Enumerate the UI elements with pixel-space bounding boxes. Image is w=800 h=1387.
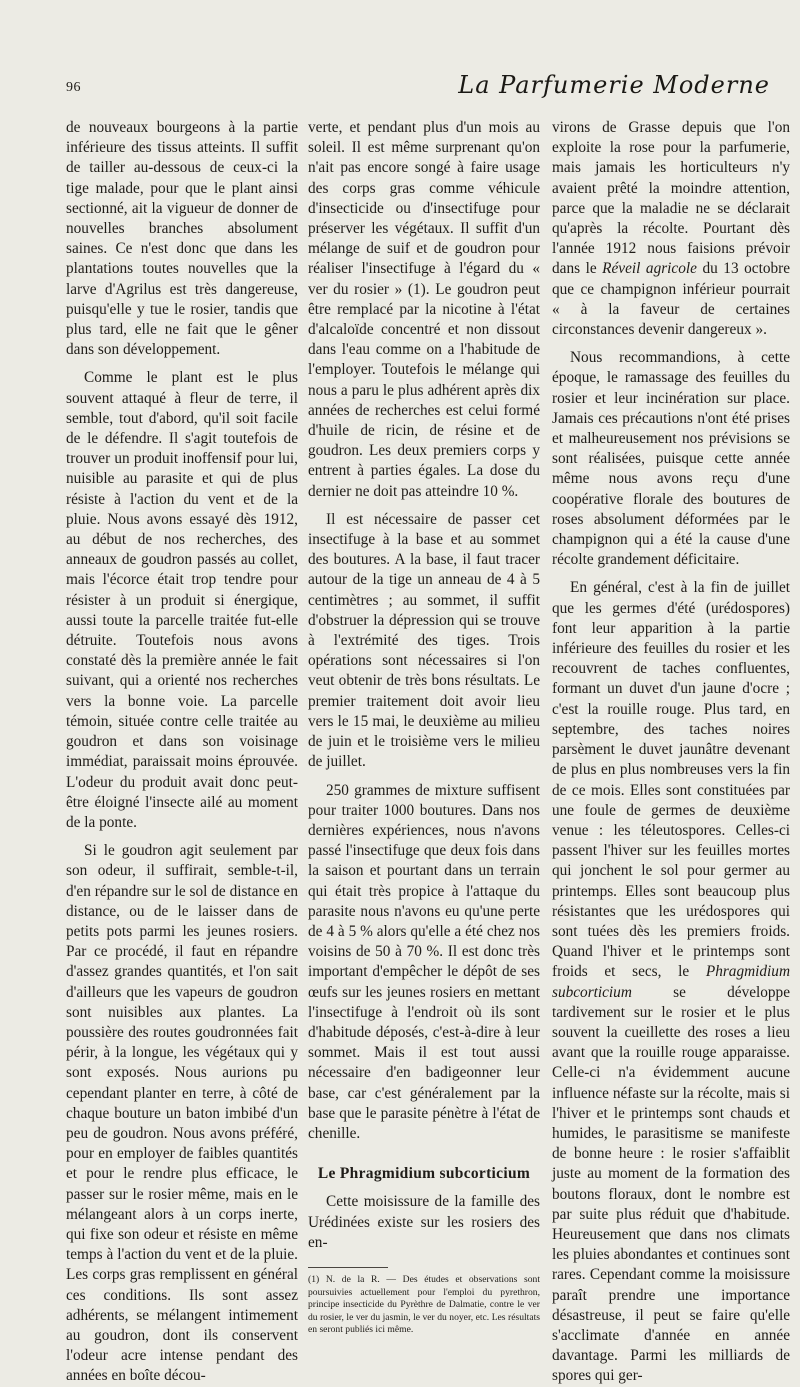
species-name: Phragmidium subcorticium (552, 963, 790, 1001)
paragraph: Nous recommandions, à cette époque, le ramassage des feuilles du rosier et leur incinération sur place. Jamais ces précautions n'ont été prises et malheureusement nos prévisions se sont réalisées, puisque cette année même nous avons reçu d'une coopérative florale des boutures de roses absolument déformées par le champignon qui a été la cause d'une récolte grandement déficitaire. (552, 349, 790, 569)
paragraph: Si le goudron agit seulement par son odeur, il suffirait, semble-t-il, d'en répandre sur le sol de distance en distance, ou de le laisser dans de petits pots parmi les jeunes rosiers. Par ce procédé, il faut en répandre d'assez grandes quantités, et l'on sait d'ailleurs que les vapeurs de goudron sont nuisibles aux plantes. La poussière des routes goudronnées fait périr, à la longue, les végétaux qui y sont exposés. Nous aurions pu cependant planter en terre, à côté de chaque bouture un baton imbibé d'un peu de goudron. Nous avons préféré, pour en employer de faibles quantités et pour le rendre plus efficace, le passer sur le rosier même, mais en le mélangeant alors à un corps inerte, qui fixe son odeur et résiste en même temps à l'action du vent et de la pluie. Les corps gras remplissent en général ces conditions. Ils sont assez adhérents, se mélangent intimement au goudron, dont ils conservent l'odeur acre intense pendant des années en boîte décou- (66, 842, 298, 1385)
paragraph: Il est nécessaire de passer cet insectifuge à la base et au sommet des boutures. A la base, il faut tracer autour de la tige un anneau de 4 à 5 centimètres ; au sommet, il suffit d'obstruer la dépression qui se trouve à l'extrémité des tiges. Trois opérations sont nécessaires si l'on veut obtenir de très bons résultats. Le premier traitement doit avoir lieu vers le 15 mai, le deuxième au milieu de juin et le troisième vers le milieu de juillet. (308, 510, 540, 771)
paragraph: Comme le plant est le plus souvent attaqué à fleur de terre, il semble, tout d'abord, qu'il soit facile de le défendre. Il s'agit toutefois de trouver un produit inoffensif pour lui, nuisible au parasite et qui de plus résiste à l'action du vent et de la pluie. Nous avons essayé dès 1912, au début de nos recherches, des anneaux de goudron passés au collet, mais l'écorce était trop tendre pour résister à un produit si énergique, aussi toute la parcelle traitée fut-elle détruite. Toutefois nous avons constaté dès la première année le fait suivant, qui a orienté nos recherches vers la bonne voie. La parcelle témoin, située contre celle traitée au goudron et dans son voisinage immédiat, paraissait moins éprouvée. L'odeur du produit avait donc peut-être éloigné l'insecte ailé au moment de la ponte. (66, 369, 298, 831)
paragraph-text: virons de Grasse depuis que l'on exploite la rose pour la parfumerie, mais jamais les horticulteurs n'y avaient prêté la moindre attention, parce que la maladie ne se déclarait qu'après la récolte. Pourtant dès l'année 1912 nous faisions prévoir dans le (552, 119, 790, 278)
paragraph: 250 grammes de mixture suffisent pour traiter 1000 boutures. Dans nos dernières expériences, nous n'avons passé l'insectifuge que deux fois dans la saison et pourtant dans un terrain qui était très propice à l'attaque du parasite nous n'avons eu qu'une perte de 4 à 5 % alors qu'elle a été chez nos voisins de 50 à 70 %. Il est donc très important d'empêcher le dépôt de ses œufs sur les jeunes rosiers en mettant l'insectifuge à l'endroit où ils sont d'habitude déposés, c'est-à-dire à leur sommet. Mais il est tout aussi nécessaire d'en badigeonner leur base, car c'est généralement par la base que le parasite pénètre à l'état de chenille. (308, 781, 540, 1142)
paragraph-text: se développe tardivement sur le rosier et le plus souvent la cueillette des roses a lieu avant que la rouille rouge apparaisse. Celle-ci n'a évidemment aucune influence néfaste sur la récolte, mais si l'hiver et le printemps sont chauds et humides, le parasitisme se manifeste de bonne heure : le rosier s'affaiblit juste au moment de la formation des boutons floraux, dont le nombre est par suite plus réduit que d'habitude. Heureusement que dans nos climats les pluies abondantes et continues sont rares. Cependant comme la moisissure paraît prendre une importance désastreuse, il peut se faire qu'elle s'acclimate d'année en année davantage. Parmi les milliards de spores qui ger- (552, 983, 790, 1385)
page-number: 96 (66, 80, 81, 95)
text-column-2 (308, 118, 540, 1337)
paragraph-text: du 13 octobre que ce champignon inférieur pourrait « à la faveur de certaines circonstances devenir dangereux ». (552, 260, 790, 339)
journal-masthead: La Parfumerie Moderne (458, 71, 770, 99)
paragraph (552, 118, 790, 340)
paragraph (552, 578, 790, 1386)
paragraph-text: En général, c'est à la fin de juillet que les germes d'été (urédospores) font leur apparition à la partie inférieure des feuilles du rosier et les recouvrent de taches confluentes, formant un duvet d'un jaune d'ocre ; c'est la rouille rouge. Plus tard, en septembre, des taches noires parsèment le duvet jaunâtre devenant de plus en plus nombreuses vers la fin de ce mois. Elles sont constituées par une foule de germes de deuxième venue : les téleutospores. Celles-ci passent l'hiver sur les feuilles mortes qui jonchent le sol pour germer au printemps. Elles sont beaucoup plus résistantes que les urédospores qui sont tuées dès les premiers froids. Quand l'hiver et le printemps sont froids et secs, le (552, 579, 790, 981)
text-column-1 (66, 118, 298, 1387)
section-heading: Le Phragmidium subcorticium (317, 1165, 531, 1183)
paragraph: Cette moisissure de la famille des Urédinées existe sur les rosiers des en- (308, 1193, 540, 1251)
paragraph: verte, et pendant plus d'un mois au soleil. Il est même surprenant qu'on n'ait pas encore songé à faire usage des corps gras comme véhicule d'insecticide ou d'insectifuge pour préserver les végétaux. Il suffit d'un mélange de suif et de goudron pour réaliser l'insectifuge à l'égard du « ver du rosier » (1). Le goudron peut être remplacé par la nicotine à l'état d'alcaloïde concentré et non dissout dans l'eau comme on a l'habitude de l'employer. Toutefois le mélange qui nous a paru le plus adhérent après dix années de recherches est celui formé d'huile de ricin, de résine et de goudron. Les deux premiers corps y entrent à parties égales. La dose du dernier ne doit pas atteindre 10 %. (308, 119, 540, 500)
publication-title: Réveil agricole (602, 260, 697, 278)
paragraph: de nouveaux bourgeons à la partie inférieure des tissus atteints. Il suffit de tailler au-dessous de ceux-ci la tige malade, pour que le plant ainsi sectionné, ait la vigueur de donner de nouvelles branches absolument saines. Ce n'est donc que dans les plantations toutes nouvelles que la larve d'Agrilus est très dangereuse, puisqu'elle y tue le rosier, tandis que plus tard, elle ne fait que le gêner dans son développement. (66, 119, 298, 359)
footnote-divider (308, 1267, 388, 1268)
footnote: (1) N. de la R. — Des études et observations sont poursuivies actuellement pour l'emploi du pyrethron, principe insecticide du Pyrèthre de Dalmatie, contre le ver du rosier, le ver du jasmin, le ver du noyer, etc. Les résultats en seront publiés ici même. (308, 1273, 540, 1336)
text-column-3 (552, 118, 790, 1387)
